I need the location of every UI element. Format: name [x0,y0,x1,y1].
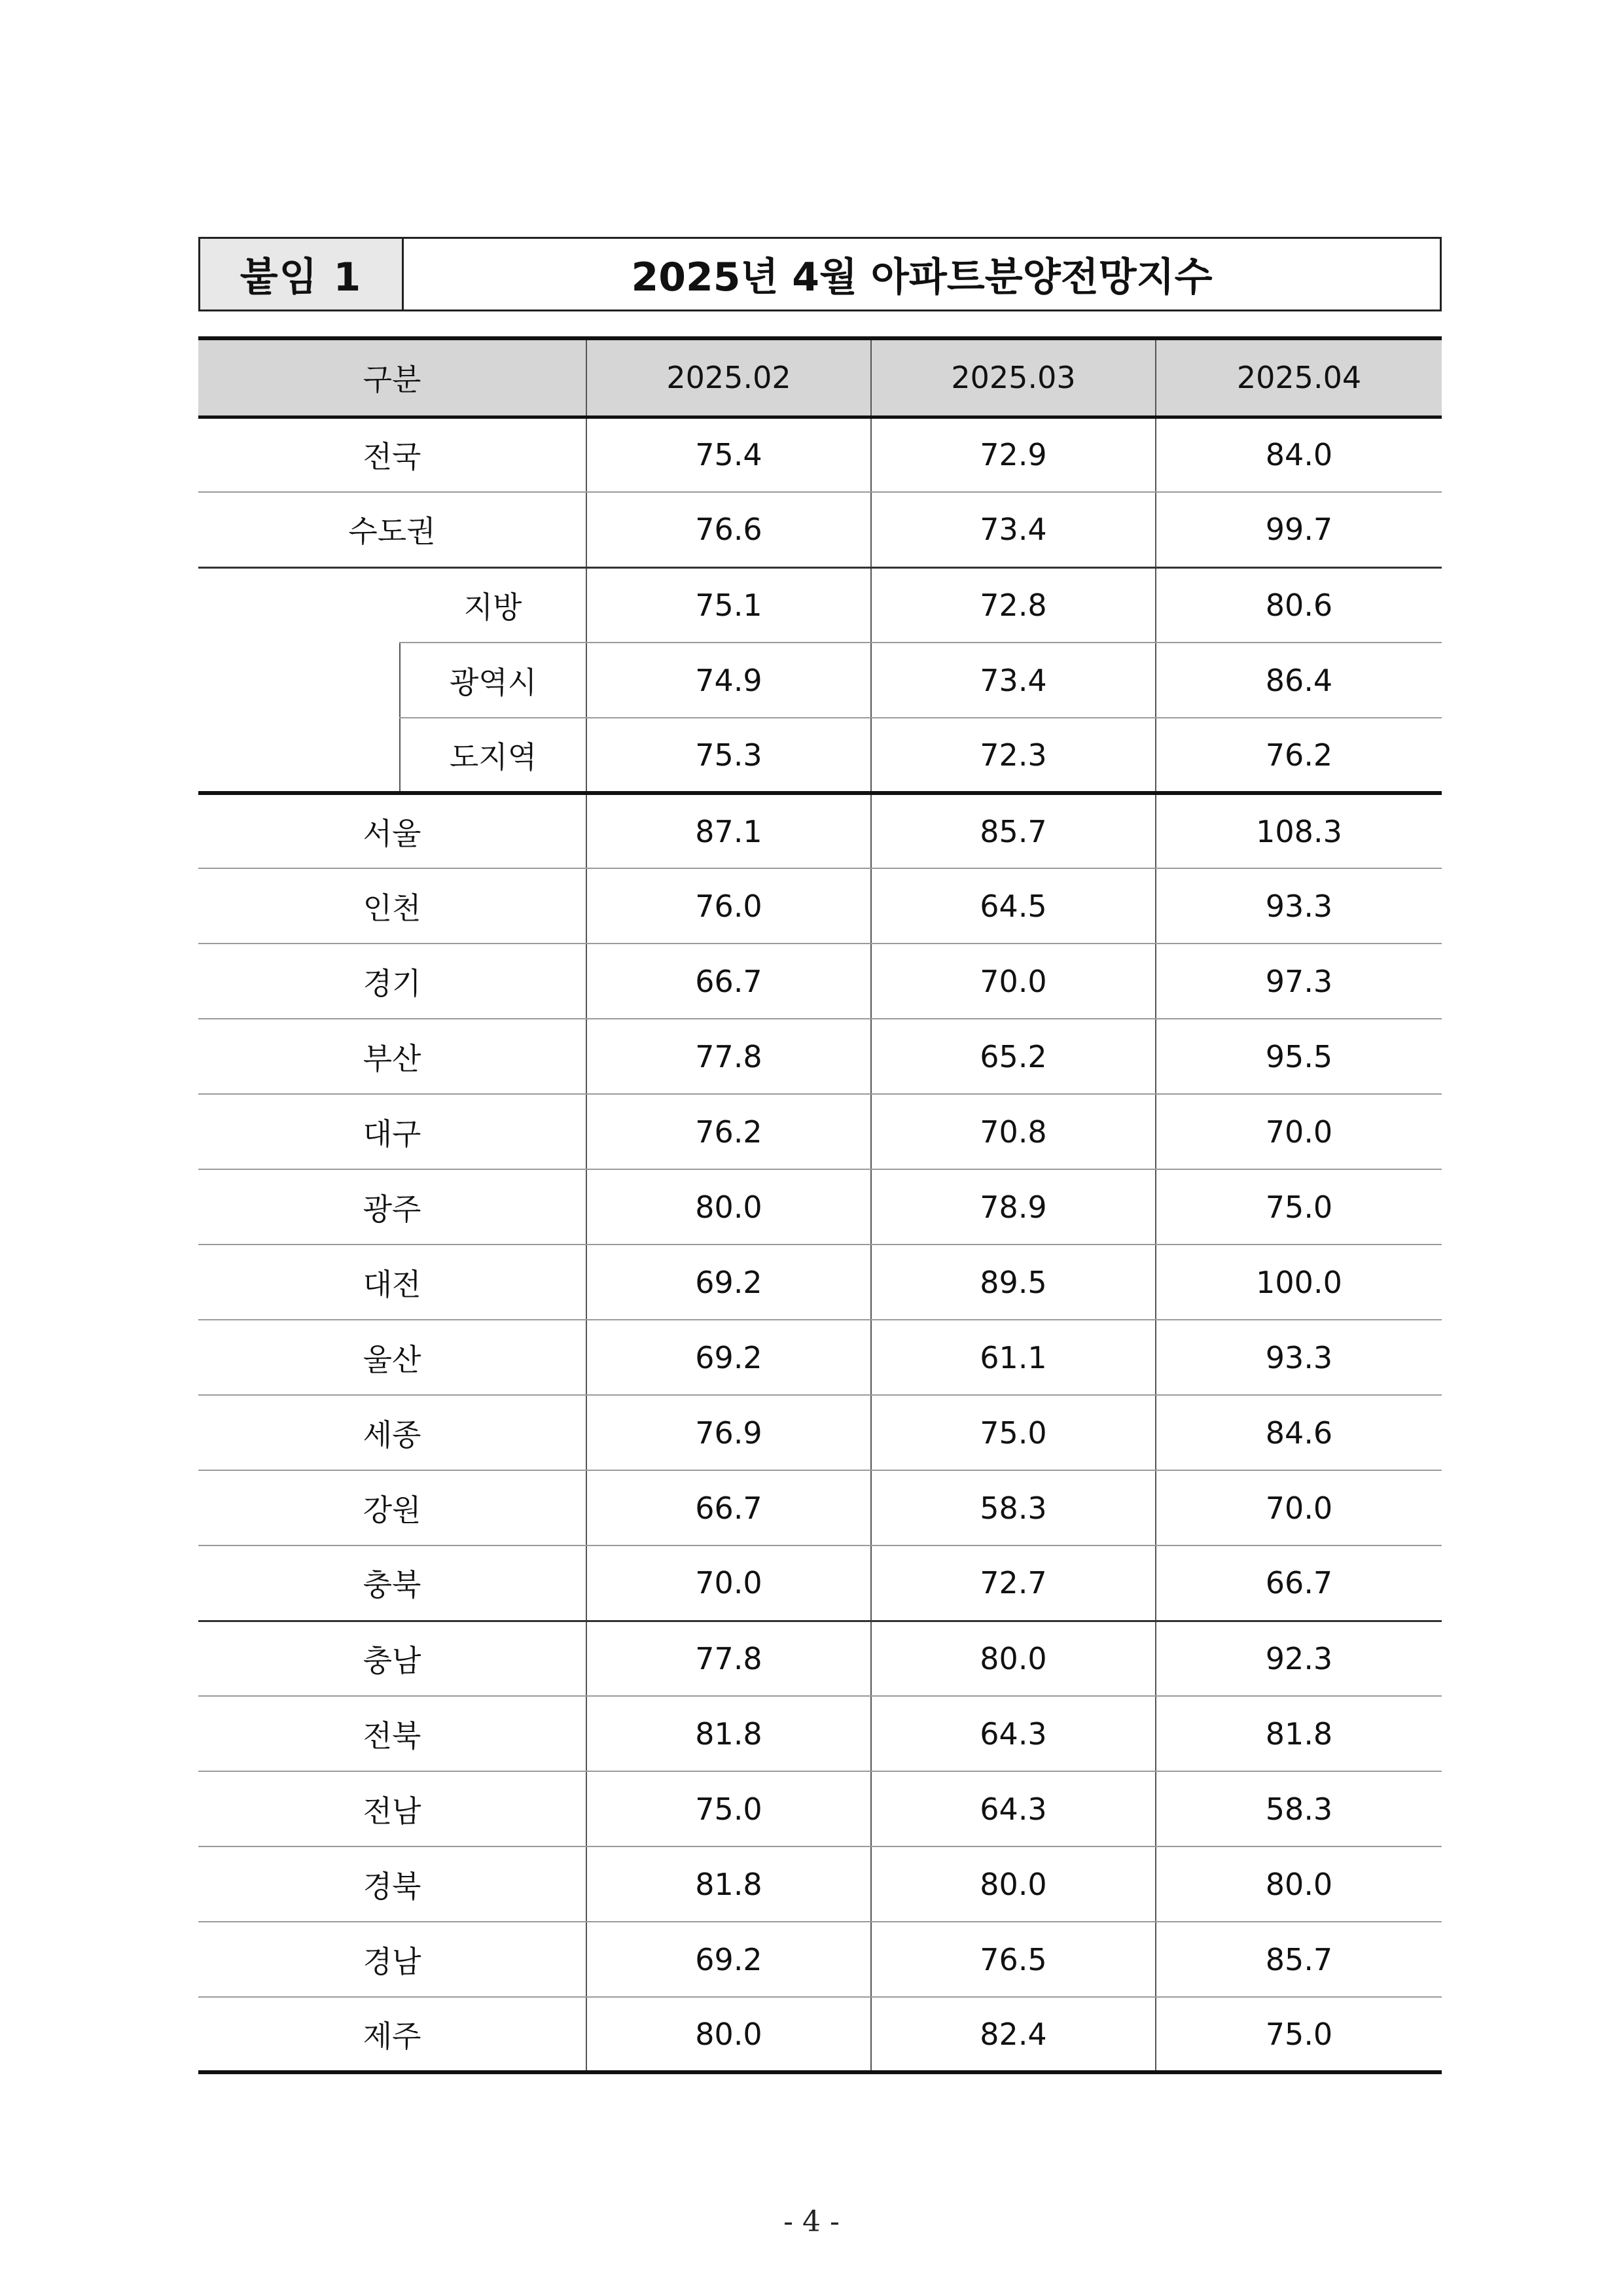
table-row-city [198,1846,1442,1922]
row-label: 도지역 [400,718,586,793]
table-row-city [198,1922,1442,1997]
table-row-region [198,567,1442,643]
cell-value: 66.7 [586,944,871,1019]
cell-value: 64.3 [871,1771,1156,1846]
cell-value: 81.8 [586,1696,871,1771]
cell-value: 93.3 [1156,868,1442,944]
cell-value: 84.6 [1156,1395,1442,1470]
cell-value: 100.0 [1156,1245,1442,1320]
cell-value: 69.2 [586,1320,871,1395]
row-label: 강원 [198,1470,586,1545]
row-label: 세종 [198,1395,586,1470]
cell-value: 78.9 [871,1169,1156,1245]
row-label: 전남 [198,1771,586,1846]
row-label: 충북 [198,1545,586,1621]
cell-value: 72.7 [871,1545,1156,1621]
cell-value: 76.9 [586,1395,871,1470]
table-row-city [198,1771,1442,1846]
cell-value: 76.6 [586,492,871,567]
cell-value: 69.2 [586,1922,871,1997]
row-label: 지방 [400,567,586,643]
cell-value: 81.8 [1156,1696,1442,1771]
cell-value: 81.8 [586,1846,871,1922]
table-row-city [198,1320,1442,1395]
table-row-city [198,1696,1442,1771]
document-title: 2025년 4월 아파트분양전망지수 [631,255,1213,300]
page-number: - 4 - [783,2205,840,2238]
table-row-city [198,793,1442,868]
cell-value: 75.4 [586,417,871,492]
group-cell [198,567,400,643]
cell-value: 80.0 [871,1621,1156,1696]
cell-value: 73.4 [871,643,1156,718]
table-header-row [198,338,1442,417]
cell-value: 61.1 [871,1320,1156,1395]
cell-value: 76.5 [871,1922,1156,1997]
cell-value: 95.5 [1156,1019,1442,1094]
cell-value: 97.3 [1156,944,1442,1019]
cell-value: 93.3 [1156,1320,1442,1395]
cell-value: 73.4 [871,492,1156,567]
header-col-1: 2025.02 [586,338,871,417]
cell-value: 70.8 [871,1094,1156,1169]
cell-value: 72.8 [871,567,1156,643]
row-label: 경북 [198,1846,586,1922]
row-label: 부산 [198,1019,586,1094]
row-label: 제주 [198,1997,586,2072]
header-col-2: 2025.03 [871,338,1156,417]
cell-value: 75.0 [1156,1997,1442,2072]
cell-value: 85.7 [871,793,1156,868]
cell-value: 66.7 [1156,1545,1442,1621]
cell-value: 92.3 [1156,1621,1442,1696]
cell-value: 75.1 [586,567,871,643]
row-label: 수도권 [198,492,586,567]
attachment-label: 붙임 1 [200,239,404,309]
cell-value: 84.0 [1156,417,1442,492]
row-label: 광주 [198,1169,586,1245]
cell-value: 85.7 [1156,1922,1442,1997]
cell-value: 75.0 [586,1771,871,1846]
table-row-city [198,1395,1442,1470]
cell-value: 86.4 [1156,643,1442,718]
cell-value: 75.0 [1156,1169,1442,1245]
cell-value: 66.7 [586,1470,871,1545]
cell-value: 72.3 [871,718,1156,793]
cell-value: 89.5 [871,1245,1156,1320]
table-row-city [198,1470,1442,1545]
cell-value: 72.9 [871,417,1156,492]
header-category: 구분 [198,338,586,417]
table-row-city [198,1169,1442,1245]
table-row-city [198,868,1442,944]
cell-value: 70.0 [1156,1470,1442,1545]
row-label: 서울 [198,793,586,868]
table-row-city [198,1997,1442,2072]
cell-value: 108.3 [1156,793,1442,868]
row-label: 충남 [198,1621,586,1696]
cell-value: 77.8 [586,1019,871,1094]
table-row-capital [198,492,1442,567]
cell-value: 70.0 [1156,1094,1442,1169]
attachment-title-box [198,237,1442,311]
table-row-city [198,1621,1442,1696]
cell-value: 75.3 [586,718,871,793]
row-label: 울산 [198,1320,586,1395]
cell-value: 76.2 [586,1094,871,1169]
cell-value: 75.0 [871,1395,1156,1470]
row-label: 인천 [198,868,586,944]
row-label: 대구 [198,1094,586,1169]
row-label: 광역시 [400,643,586,718]
cell-value: 70.0 [586,1545,871,1621]
table-row-city [198,1545,1442,1621]
header-col-3: 2025.04 [1156,338,1442,417]
cell-value: 64.5 [871,868,1156,944]
cell-value: 76.0 [586,868,871,944]
row-label: 전북 [198,1696,586,1771]
cell-value: 58.3 [871,1470,1156,1545]
cell-value: 80.0 [586,1997,871,2072]
table-row-province [198,718,1442,793]
cell-value: 82.4 [871,1997,1156,2072]
cell-value: 58.3 [1156,1771,1442,1846]
group-cell [198,643,400,718]
table-row-city [198,1094,1442,1169]
row-label: 경기 [198,944,586,1019]
group-cell [198,718,400,793]
outlook-index-table [198,336,1442,2074]
cell-value: 76.2 [1156,718,1442,793]
cell-value: 80.0 [1156,1846,1442,1922]
cell-value: 65.2 [871,1019,1156,1094]
row-label: 전국 [198,417,586,492]
cell-value: 77.8 [586,1621,871,1696]
cell-value: 87.1 [586,793,871,868]
table-row-national [198,417,1442,492]
row-label: 대전 [198,1245,586,1320]
table-row-metro [198,643,1442,718]
table-row-city [198,944,1442,1019]
cell-value: 74.9 [586,643,871,718]
cell-value: 69.2 [586,1245,871,1320]
cell-value: 80.0 [586,1169,871,1245]
table-row-city [198,1019,1442,1094]
cell-value: 70.0 [871,944,1156,1019]
cell-value: 80.0 [871,1846,1156,1922]
cell-value: 80.6 [1156,567,1442,643]
table-row-city [198,1245,1442,1320]
row-label: 경남 [198,1922,586,1997]
cell-value: 99.7 [1156,492,1442,567]
cell-value: 64.3 [871,1696,1156,1771]
